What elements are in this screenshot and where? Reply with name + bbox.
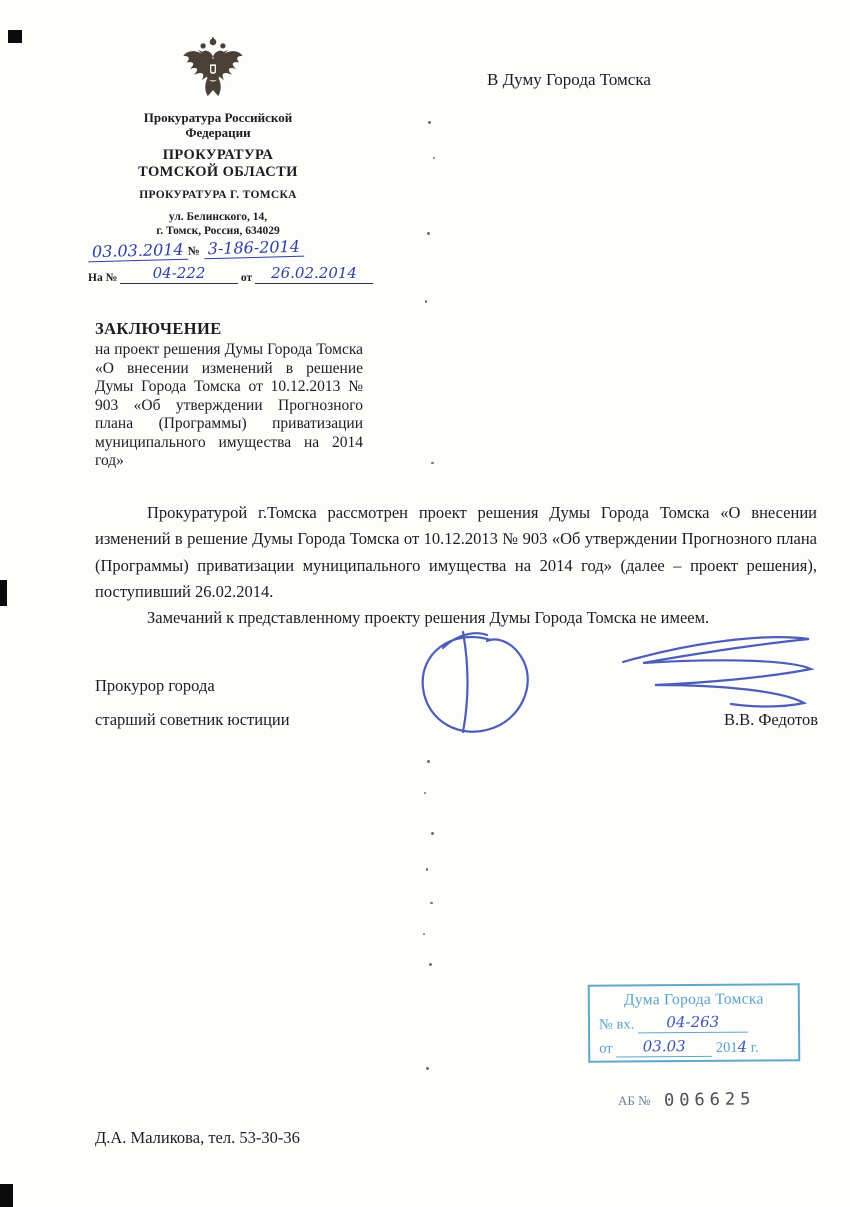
letterhead-org-line2: ТОМСКОЙ ОБЛАСТИ	[138, 164, 298, 180]
signer-name: В.В. Федотов	[724, 710, 818, 729]
letterhead-address-line1: ул. Белинского, 14,	[168, 211, 268, 223]
number-sign-label: №	[187, 243, 200, 258]
signer-post-line2: старший советник юстиции	[95, 710, 290, 729]
stamp-incoming-number-handwritten: 04-263	[666, 1012, 720, 1032]
scan-mark	[8, 30, 22, 43]
incoming-number-handwritten: 04-222	[152, 264, 206, 282]
scan-speck	[427, 760, 430, 763]
scan-speck	[429, 963, 432, 966]
serial-ab-label: АБ №	[618, 1093, 651, 1108]
scan-speck	[427, 232, 430, 235]
scan-mark	[0, 1184, 13, 1207]
na-no-label: На №	[88, 272, 118, 284]
outgoing-date-handwritten: 03.03.2014	[88, 240, 188, 263]
scan-speck	[426, 868, 428, 871]
scan-speck	[430, 902, 433, 904]
stamp-year-printed: 201	[715, 1039, 738, 1056]
executor-contact: Д.А. Маликова, тел. 53-30-36	[95, 1128, 300, 1147]
stamp-org-name: Дума Города Томска	[623, 990, 764, 1009]
recipient-line: В Думу Города Томска	[487, 70, 651, 89]
body-paragraph-2: Замечаний к представленному проекту решения Думы Города Томска не имеем.	[147, 608, 710, 628]
handwritten-signature	[393, 628, 825, 751]
scan-speck	[426, 1067, 429, 1070]
ot-label: от	[240, 272, 253, 284]
scan-speck	[423, 933, 425, 935]
signer-post-line1: Прокурор города	[95, 676, 215, 695]
letterhead-address-line2: г. Томск, Россия, 634029	[156, 225, 280, 237]
document-title: ЗАКЛЮЧЕНИЕ	[95, 319, 222, 338]
incoming-date-handwritten: 26.02.2014	[271, 264, 357, 282]
scan-speck	[433, 157, 435, 159]
stamp-year-digit-handwritten: 4	[737, 1037, 748, 1056]
document-subject: на проект решения Думы Города Томска «О внесении изменений в решение Думы Города Томска от 10.12.2013 № 903 «Об утверждении Прогнозного плана (Программы) приватизации муниципального имущества на 2014 год»	[95, 341, 363, 469]
scan-speck	[431, 462, 434, 464]
stamp-date-handwritten: 03.03	[642, 1037, 686, 1056]
letterhead	[84, 110, 352, 238]
serial-number: 006625	[663, 1089, 756, 1111]
incoming-registration-stamp	[588, 983, 801, 1062]
body-text	[95, 500, 817, 631]
letterhead-federation-line2: Федерации	[185, 125, 251, 140]
scan-speck	[428, 121, 431, 124]
stamp-ot-label: от	[599, 1040, 613, 1057]
stamp-vh-label: № вх.	[598, 1016, 635, 1033]
letterhead-city-org: ПРОКУРАТУРА Г. ТОМСКА	[139, 189, 297, 201]
letterhead-org-line1: ПРОКУРАТУРА	[162, 147, 274, 163]
scan-speck	[431, 832, 434, 835]
letterhead-federation-line1: Прокуратура Российской	[143, 110, 293, 125]
scan-speck	[425, 300, 427, 303]
serial-number-line	[618, 1090, 755, 1110]
scan-mark	[0, 580, 7, 606]
stamp-g-label: г.	[750, 1039, 759, 1056]
russia-coat-of-arms-emblem	[180, 36, 246, 106]
outgoing-number-handwritten: 3-186-2014	[203, 237, 304, 260]
body-paragraph-1: Прокуратурой г.Томска рассмотрен проект решения Думы Города Томска «О внесении изменений в решение Думы Города Томска от 10.12.2013 № 903 «Об утверждении Прогнозного плана (Программы) приватизации муниципального имущества на 2014 год» (далее – проект решения), поступивший 26.02.2014.	[95, 503, 817, 601]
incoming-ref-line	[88, 264, 373, 284]
scan-speck	[424, 792, 426, 794]
